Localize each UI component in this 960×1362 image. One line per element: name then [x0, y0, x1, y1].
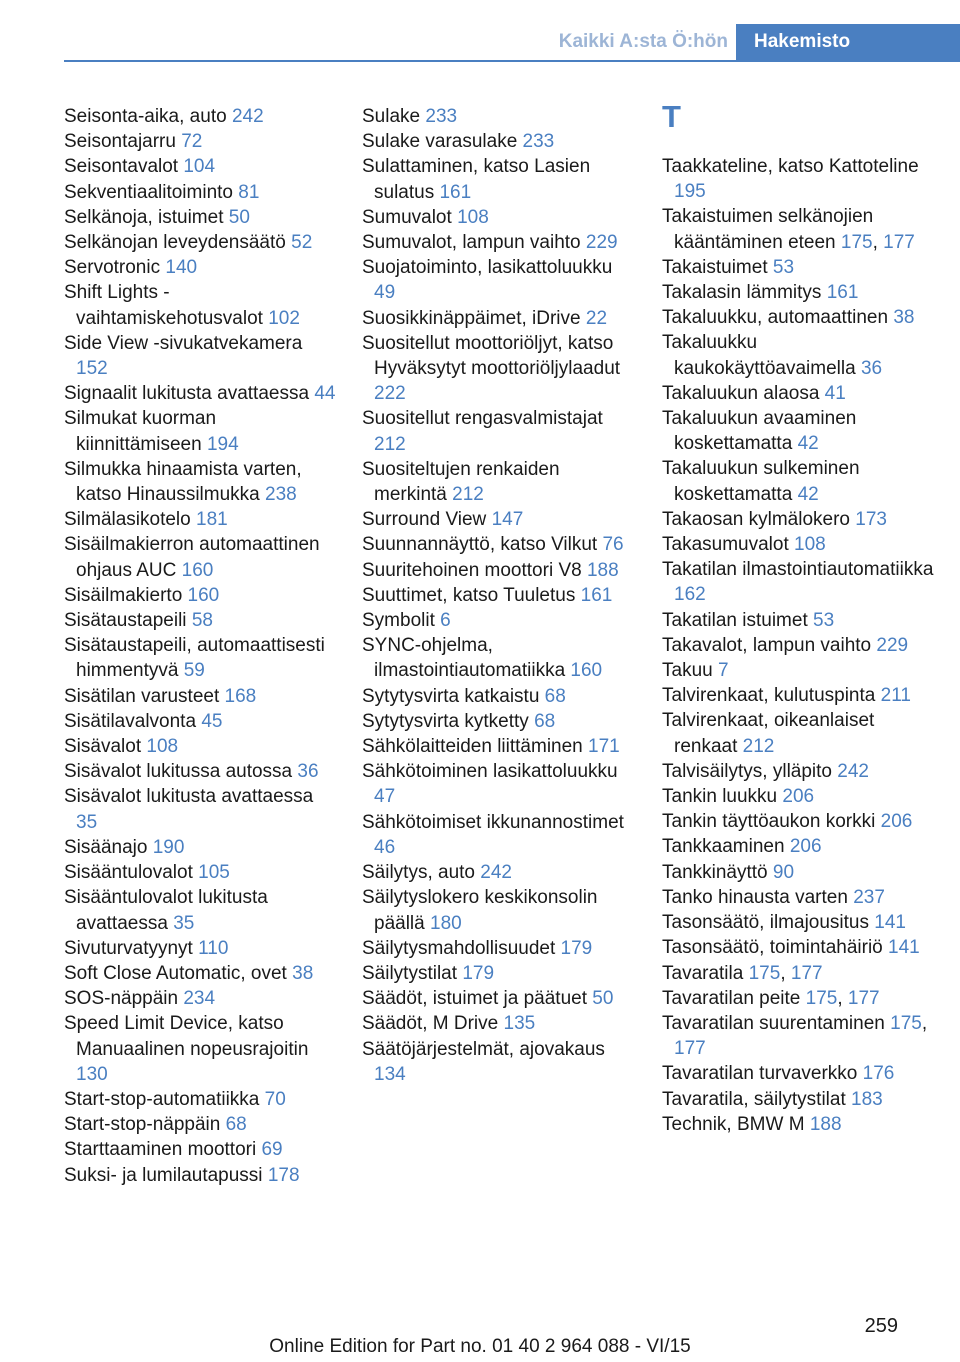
- page-link[interactable]: 68: [225, 1114, 247, 1136]
- page-link[interactable]: 50: [228, 206, 250, 228]
- index-entry-term: Takasumuvalot: [662, 534, 789, 556]
- page-link[interactable]: 46: [374, 836, 396, 858]
- index-entry-term: Seisontavalot: [64, 156, 179, 178]
- index-entry: [662, 683, 934, 708]
- page-link[interactable]: 168: [224, 685, 257, 707]
- index-column-2: [362, 104, 634, 1087]
- index-entry: [362, 1037, 634, 1087]
- page-link[interactable]: 177: [674, 1038, 706, 1060]
- index-entry-term: Technik, BMW M: [662, 1113, 805, 1135]
- page-link[interactable]: 177: [790, 962, 823, 984]
- index-entry-term: Sisätilan varusteet: [64, 685, 220, 707]
- index-entry: [64, 860, 336, 885]
- index-entry-term: Säätöjärjestelmät, ajovakaus: [362, 1038, 605, 1060]
- index-entry-term: Tavaratilan suurentaminen: [662, 1012, 885, 1034]
- index-entry-term: Sisätaustapeili, automaattisesti himmentyvä: [64, 635, 325, 682]
- page-link[interactable]: 50: [592, 988, 614, 1010]
- index-entry-term: Tavaratilan turvaverkko: [662, 1063, 858, 1085]
- index-entry-term: Shift Lights -vaihtamiskehotusvalot: [64, 282, 263, 329]
- index-entry: [64, 835, 336, 860]
- index-entry: [362, 406, 634, 456]
- index-entry: [64, 205, 336, 230]
- index-entry-term: Servotronic: [64, 257, 161, 279]
- index-entry: [662, 1061, 934, 1086]
- index-entry: [362, 810, 634, 860]
- index-entry-term: Tankkaaminen: [662, 836, 785, 858]
- index-entry: [662, 330, 934, 380]
- page-link[interactable]: 6: [440, 610, 451, 632]
- page-link[interactable]: 206: [880, 811, 913, 833]
- page-link[interactable]: 42: [797, 483, 819, 505]
- page-link[interactable]: 140: [165, 257, 198, 279]
- page-link[interactable]: 212: [742, 735, 775, 757]
- index-entry-term: Soft Close Automatic, ovet: [64, 962, 287, 984]
- page-link[interactable]: 180: [430, 912, 462, 934]
- page-link[interactable]: 178: [267, 1164, 300, 1186]
- index-entry-term: Sulattaminen, katso Lasien sulatus: [362, 156, 591, 203]
- page-link[interactable]: 134: [374, 1063, 406, 1085]
- index-entry-term: Suosikkinäppäimet, iDrive: [362, 307, 581, 329]
- index-entry: [64, 759, 336, 784]
- index-entry: [362, 734, 634, 759]
- page-link[interactable]: 45: [201, 710, 223, 732]
- page-link[interactable]: 49: [374, 282, 396, 304]
- index-entry-term: Sisäilmakierto: [64, 584, 183, 606]
- page-link[interactable]: 175: [890, 1012, 922, 1034]
- page-link[interactable]: 161: [826, 282, 859, 304]
- page-link[interactable]: 190: [152, 836, 185, 858]
- page-link[interactable]: 42: [797, 433, 819, 455]
- index-entry-term: Sähkötoiminen lasikattoluukku: [362, 761, 618, 783]
- index-entry-term: Suunnannäyttö, katso Vilkut: [362, 534, 598, 556]
- page-link[interactable]: 58: [191, 610, 213, 632]
- index-entry-term: Tasonsäätö, toimintahäiriö: [662, 937, 883, 959]
- index-entry: Tavaratilan suurentaminen 175, 177: [662, 1012, 928, 1060]
- index-entry: [362, 936, 634, 961]
- section-tab[interactable]: Kaikki A:sta Ö:hön: [558, 31, 728, 52]
- index-entry: [64, 129, 336, 154]
- page-link[interactable]: 211: [880, 685, 911, 707]
- index-entry: [662, 860, 934, 885]
- index-entry-term: Tankin täyttöaukon korkki: [662, 811, 876, 833]
- index-entry-term: Suositellut moottoriöljyt, katso Hyväksytyt moottoriöljylaadut: [362, 332, 621, 380]
- page-link[interactable]: 108: [146, 736, 179, 758]
- page-link[interactable]: 212: [374, 433, 406, 455]
- page-link[interactable]: 52: [291, 232, 313, 254]
- index-entry: [662, 935, 934, 960]
- page-link[interactable]: 206: [782, 786, 815, 808]
- page-link[interactable]: 53: [772, 256, 795, 278]
- page-link[interactable]: 141: [874, 912, 906, 934]
- index-entry-term: Speed Limit Device, katso Manuaalinen nopeusrajoitin: [64, 1013, 309, 1060]
- page-link[interactable]: 181: [196, 509, 228, 531]
- index-entry-term: Säilytysmahdollisuudet: [362, 937, 556, 959]
- page-link[interactable]: 229: [585, 232, 618, 254]
- index-entry: [662, 1112, 934, 1137]
- index-entry: [64, 734, 336, 759]
- index-entry: [362, 608, 634, 633]
- index-entry: [362, 331, 634, 407]
- page-link[interactable]: 53: [813, 609, 835, 631]
- page-link[interactable]: 38: [893, 307, 915, 329]
- page-link[interactable]: 242: [837, 760, 869, 782]
- index-entry-term: Sisäilmakierron automaattinen ohjaus AUC: [64, 534, 320, 581]
- index-entry-term: Sulake: [362, 106, 421, 127]
- page-link[interactable]: 161: [580, 584, 613, 606]
- index-entry-term: Suuritehoinen moottori V8: [362, 559, 582, 581]
- index-entry-term: Talvirenkaat, oikeanlaiset renkaat: [662, 710, 875, 757]
- page-link[interactable]: 108: [794, 534, 826, 556]
- index-entry: [362, 230, 634, 255]
- index-entry-term: Tavaratila, säilytystilat: [662, 1088, 846, 1110]
- index-entry-term: Start-stop-näppäin: [64, 1114, 221, 1136]
- page-link[interactable]: 234: [183, 988, 216, 1010]
- page-link[interactable]: 195: [674, 181, 706, 203]
- page-link[interactable]: 242: [480, 862, 512, 884]
- page-link[interactable]: 72: [181, 131, 203, 153]
- index-entry-term: Sisäänajo: [64, 836, 148, 858]
- index-entry-term: Takaluukun sulkeminen koskettamatta: [662, 458, 860, 505]
- index-entry-term: Sisävalot lukitusta avattaessa: [64, 786, 314, 808]
- page-link[interactable]: 222: [374, 383, 406, 405]
- index-entry-term: Takavalot, lampun vaihto: [662, 634, 872, 656]
- index-entry: [64, 331, 336, 381]
- index-entry: [362, 104, 634, 129]
- index-entry: [64, 709, 336, 734]
- index-entry-term: Tankin luukku: [662, 786, 778, 808]
- index-entry-term: Takatilan ilmastointiautomatiikka: [662, 559, 934, 581]
- page-link[interactable]: 41: [824, 382, 846, 404]
- index-entry-term: Silmukat kuorman kiinnittämiseen: [64, 408, 217, 455]
- index-entry-term: Takaistuimen selkänojien kääntäminen eteen: [662, 206, 874, 253]
- index-entry-term: Sytytysvirta katkaistu: [362, 685, 540, 707]
- page-link[interactable]: 152: [76, 358, 108, 380]
- index-entry: [64, 784, 336, 834]
- index-entry-term: Takuu: [662, 660, 713, 682]
- index-entry-term: Tavaratila: [662, 962, 744, 984]
- index-entry: [64, 936, 336, 961]
- index-entry: [64, 532, 336, 582]
- page-link[interactable]: 36: [297, 761, 319, 783]
- index-entry-term: Sähkölaitteiden liittäminen: [362, 736, 583, 758]
- page-link[interactable]: 183: [851, 1088, 883, 1110]
- index-entry: [64, 457, 336, 507]
- page-link[interactable]: 194: [206, 433, 239, 455]
- page-link[interactable]: 238: [265, 484, 297, 506]
- index-entry-term: Sumuvalot: [362, 206, 452, 228]
- index-entry-term: SYNC-ohjelma, ilmastointiautomatiikka: [362, 635, 566, 682]
- page-link[interactable]: 233: [522, 131, 555, 153]
- index-entry-term: Signaalit lukitusta avattaessa: [64, 383, 310, 405]
- page-link[interactable]: 76: [602, 534, 624, 556]
- index-entry: [64, 1087, 336, 1112]
- index-entry: [362, 457, 634, 507]
- page-link[interactable]: 160: [187, 584, 220, 606]
- index-entry-term: Tasonsäätö, ilmajousitus: [662, 912, 869, 934]
- page-link[interactable]: 161: [439, 181, 472, 203]
- index-entry: [64, 1163, 336, 1188]
- index-entry: [362, 860, 634, 885]
- page-link[interactable]: 105: [198, 862, 230, 884]
- page-link[interactable]: 229: [876, 634, 909, 656]
- page-link[interactable]: 237: [853, 886, 885, 908]
- index-entry-term: Seisontajarru: [64, 131, 176, 153]
- page-link[interactable]: 177: [847, 987, 880, 1009]
- index-entry-term: Talvirenkaat, kulutuspinta: [662, 685, 876, 707]
- index-entry: [64, 1137, 336, 1162]
- index-entry-term: Sulake varasulake: [362, 131, 518, 153]
- page-link[interactable]: 7: [717, 660, 729, 682]
- index-entry-term: Sisääntulovalot: [64, 862, 193, 884]
- index-entry: [662, 759, 934, 784]
- index-entry-term: Takatilan istuimet: [662, 609, 808, 631]
- index-entry: [64, 1011, 336, 1087]
- index-column-1: [64, 104, 336, 1188]
- index-entry-term: Tavaratilan peite: [662, 987, 801, 1009]
- page-link[interactable]: 188: [586, 559, 619, 581]
- index-entry-term: Tankkinäyttö: [662, 861, 768, 883]
- index-entry: [362, 532, 634, 557]
- index-entry: [64, 255, 336, 280]
- index-entry-term: Sisätilavalvonta: [64, 710, 197, 732]
- index-entry-term: Säädöt, istuimet ja päätuet: [362, 988, 587, 1010]
- index-entry: [662, 456, 934, 506]
- index-entry: [64, 961, 336, 986]
- index-entry: [662, 784, 934, 809]
- page-link[interactable]: 102: [268, 307, 300, 329]
- index-entry-term: Sumuvalot, lampun vaihto: [362, 232, 581, 254]
- page-link[interactable]: 68: [544, 685, 566, 707]
- page-link[interactable]: 81: [238, 181, 260, 203]
- index-entry-term: Start-stop-automatiikka: [64, 1088, 260, 1110]
- index-entry: [662, 255, 934, 280]
- index-entry-term: Silmälasikotelo: [64, 509, 191, 531]
- index-entry: [662, 608, 934, 633]
- index-entry: [362, 154, 634, 204]
- page-link[interactable]: 104: [183, 156, 216, 178]
- page-link[interactable]: 35: [173, 912, 195, 934]
- index-entry: [662, 406, 934, 456]
- index-entry: [662, 532, 934, 557]
- page-link[interactable]: 35: [76, 811, 98, 833]
- index-entry: [662, 557, 934, 607]
- index-entry-term: Sytytysvirta kytketty: [362, 710, 529, 732]
- index-entry: [662, 885, 934, 910]
- index-entry: [64, 406, 336, 456]
- index-entry: Tavaratilan peite 175, 177: [662, 987, 880, 1009]
- page-link[interactable]: 90: [772, 861, 795, 883]
- index-entry-term: Säädöt, M Drive: [362, 1013, 499, 1035]
- index-entry-term: Suuttimet, katso Tuuletus: [362, 584, 576, 606]
- index-entry: [64, 104, 336, 129]
- index-entry: [362, 129, 634, 154]
- index-entry-term: Säilytys, auto: [362, 862, 475, 884]
- page-link[interactable]: 70: [264, 1088, 286, 1110]
- page-link[interactable]: 59: [183, 660, 205, 682]
- page-link[interactable]: 108: [457, 206, 489, 228]
- index-entry: [662, 305, 934, 330]
- index-entry-term: Talvisäilytys, ylläpito: [662, 760, 832, 782]
- index-entry: [362, 961, 634, 986]
- page-link[interactable]: 173: [855, 508, 887, 530]
- index-entry: [362, 583, 634, 608]
- footer-edition: Online Edition for Part no. 01 40 2 964 088 - VI/15: [269, 1336, 691, 1357]
- page-link[interactable]: 175: [748, 962, 781, 984]
- page-link[interactable]: 147: [491, 509, 524, 531]
- page-link[interactable]: 175: [805, 987, 838, 1009]
- index-entry: [64, 381, 336, 406]
- index-entry: [362, 205, 634, 230]
- page-link[interactable]: 135: [503, 1013, 536, 1035]
- index-entry-term: Symbolit: [362, 610, 435, 632]
- index-entry-term: Taakkateline, katso Kattoteline: [662, 156, 919, 177]
- page-link[interactable]: 242: [231, 106, 264, 127]
- page-link[interactable]: 44: [314, 383, 336, 405]
- index-entry: [362, 1011, 634, 1036]
- index-entry: [662, 154, 934, 204]
- index-entry-term: Suositeltujen renkaiden merkintä: [362, 458, 560, 506]
- page-link[interactable]: 176: [862, 1063, 895, 1085]
- page-link[interactable]: 177: [883, 231, 915, 253]
- index-entry: [64, 986, 336, 1011]
- index-entry-term: Suksi- ja lumilautapussi: [64, 1164, 263, 1186]
- index-entry: [64, 280, 336, 330]
- index-entry: Tavaratila 175, 177: [662, 962, 823, 984]
- page-link[interactable]: 206: [789, 836, 822, 858]
- index-entry-term: SOS-näppäin: [64, 988, 179, 1010]
- index-entry: [362, 759, 634, 809]
- index-entry: [64, 633, 336, 683]
- index-entry: [64, 885, 336, 935]
- page-link[interactable]: 171: [588, 736, 620, 758]
- index-entry-term: Selkänojan leveydensäätö: [64, 232, 286, 254]
- page-header: [0, 0, 960, 62]
- index-entry-term: Starttaaminen moottori: [64, 1139, 257, 1161]
- index-entry: [64, 180, 336, 205]
- index-entry: [662, 633, 934, 658]
- page-link[interactable]: 68: [534, 710, 556, 732]
- page-number: 259: [864, 1315, 898, 1337]
- index-entry-term: Suositellut rengasvalmistajat: [362, 408, 603, 430]
- index-entry: [362, 633, 634, 683]
- index-entry: [662, 658, 934, 683]
- index-entry-term: Takaistuimet: [662, 256, 768, 278]
- section-letter: T: [662, 99, 681, 134]
- page-link[interactable]: 233: [425, 106, 458, 127]
- header-rule: [64, 60, 960, 62]
- page-link[interactable]: 175: [840, 231, 873, 253]
- index-entry-term: Silmukka hinaamista varten, katso Hinaussilmukka: [64, 458, 302, 506]
- index-entry-term: Säilytystilat: [362, 962, 458, 984]
- index-entry-term: Sisätaustapeili: [64, 610, 187, 632]
- index-entry: [64, 507, 336, 532]
- index-entry: [64, 154, 336, 179]
- index-entry-term: Takaluukku kaukokäyttöavaimella: [662, 332, 856, 379]
- page-link[interactable]: 69: [261, 1139, 283, 1161]
- index-entry: [64, 1112, 336, 1137]
- page-link[interactable]: 47: [374, 786, 396, 808]
- index-entry-term: Sisävalot lukitussa autossa: [64, 761, 293, 783]
- index-entry: [662, 708, 934, 758]
- index-entry: [662, 1087, 934, 1112]
- page-link[interactable]: 22: [585, 307, 608, 329]
- index-entry: [362, 709, 634, 734]
- page-link[interactable]: 36: [860, 357, 883, 379]
- index-entry-term: Säilytyslokero keskikonsolin päällä: [362, 887, 598, 934]
- index-entry: [662, 834, 934, 859]
- index-entry-term: Sisävalot: [64, 736, 142, 758]
- page-link[interactable]: 162: [674, 584, 706, 606]
- index-entry: [362, 986, 634, 1011]
- index-entry-term: Takalasin lämmitys: [662, 282, 822, 304]
- index-entry: [362, 684, 634, 709]
- page-link[interactable]: 141: [888, 937, 920, 959]
- index-entry-term: Surround View: [362, 509, 487, 531]
- index-entry: [64, 583, 336, 608]
- index-entry: [662, 381, 934, 406]
- page-link[interactable]: 160: [570, 660, 603, 682]
- index-entry-term: Side View -sivukatvekamera: [64, 332, 303, 354]
- index-entry: [64, 608, 336, 633]
- index-entry-term: Sähkötoimiset ikkunannostimet: [362, 811, 624, 833]
- page-link[interactable]: 179: [462, 962, 495, 984]
- index-entry: Takaistuimen selkänojien kääntäminen eteen 175, 177: [662, 206, 915, 253]
- index-entry-term: Takaluukun avaaminen koskettamatta: [662, 408, 857, 455]
- index-entry: [362, 507, 634, 532]
- index-entry: [662, 507, 934, 532]
- index-entry: [362, 255, 634, 305]
- page-link[interactable]: 110: [198, 937, 229, 959]
- page-link[interactable]: 38: [292, 962, 314, 984]
- page-link[interactable]: 179: [560, 937, 593, 959]
- index-entry-term: Tanko hinausta varten: [662, 886, 848, 908]
- index-entry: [662, 280, 934, 305]
- index-entry: [662, 910, 934, 935]
- index-entry-term: Takaosan kylmälokero: [662, 508, 850, 530]
- page-link[interactable]: 212: [452, 484, 484, 506]
- index-column-3: [662, 99, 934, 1137]
- page-link[interactable]: 160: [181, 559, 214, 581]
- index-entry-term: Suojatoiminto, lasikattoluukku: [362, 257, 613, 279]
- page-link[interactable]: 130: [76, 1063, 108, 1085]
- index-entry: [64, 684, 336, 709]
- index-tab[interactable]: Hakemisto: [736, 24, 960, 60]
- index-entry-term: Takaluukku, automaattinen: [662, 307, 889, 329]
- index-entry: [362, 885, 634, 935]
- index-entry-term: Selkänoja, istuimet: [64, 206, 224, 228]
- index-entry: [662, 809, 934, 834]
- index-entry: [362, 558, 634, 583]
- index-entry: [362, 306, 634, 331]
- page-link[interactable]: 188: [809, 1113, 842, 1135]
- index-entry-term: Sisääntulovalot lukitusta avattaessa: [64, 887, 268, 934]
- index-entry-term: Seisonta-aika, auto: [64, 106, 227, 127]
- index-entry: [64, 230, 336, 255]
- index-entry-term: Takaluukun alaosa: [662, 382, 820, 404]
- index-entry-term: Sivuturvatyynyt: [64, 937, 193, 959]
- index-entry-term: Sekventiaalitoiminto: [64, 181, 233, 203]
